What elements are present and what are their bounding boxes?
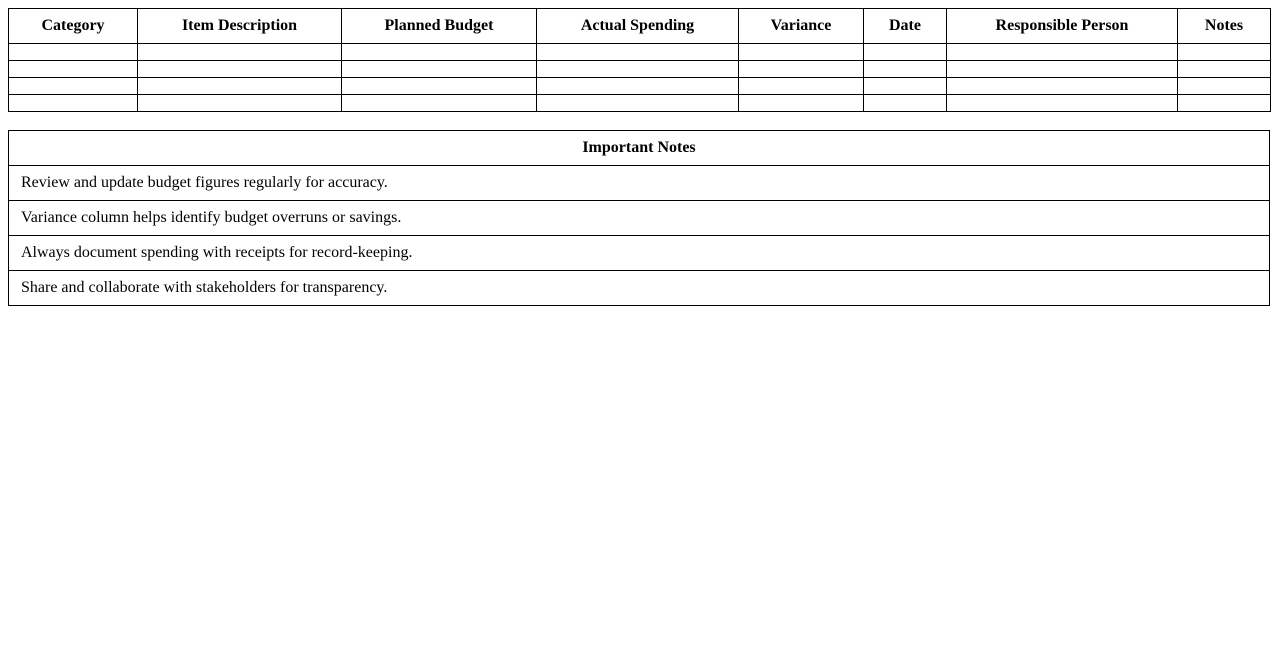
table-cell[interactable] — [537, 78, 739, 95]
column-header-responsible-person: Responsible Person — [947, 9, 1178, 44]
table-row — [9, 44, 1271, 61]
table-cell[interactable] — [1178, 44, 1271, 61]
note-row — [9, 201, 1270, 236]
table-cell[interactable] — [342, 78, 537, 95]
budget-header-row — [9, 9, 1271, 44]
table-cell[interactable] — [739, 61, 864, 78]
table-cell[interactable] — [864, 78, 947, 95]
column-header-item-description: Item Description — [138, 9, 342, 44]
table-row — [9, 95, 1271, 112]
note-row — [9, 236, 1270, 271]
table-cell[interactable] — [138, 44, 342, 61]
table-cell[interactable] — [947, 95, 1178, 112]
note-item: Always document spending with receipts for record-keeping. — [9, 236, 1270, 271]
table-cell[interactable] — [1178, 95, 1271, 112]
note-row — [9, 166, 1270, 201]
table-cell[interactable] — [9, 44, 138, 61]
budget-table — [8, 8, 1271, 112]
table-cell[interactable] — [342, 61, 537, 78]
notes-title: Important Notes — [9, 131, 1270, 166]
table-cell[interactable] — [9, 78, 138, 95]
table-cell[interactable] — [9, 61, 138, 78]
table-cell[interactable] — [947, 44, 1178, 61]
table-cell[interactable] — [1178, 61, 1271, 78]
column-header-date: Date — [864, 9, 947, 44]
table-cell[interactable] — [864, 95, 947, 112]
column-header-planned-budget: Planned Budget — [342, 9, 537, 44]
table-cell[interactable] — [342, 95, 537, 112]
table-cell[interactable] — [537, 95, 739, 112]
column-header-variance: Variance — [739, 9, 864, 44]
table-cell[interactable] — [138, 61, 342, 78]
table-cell[interactable] — [138, 78, 342, 95]
column-header-notes: Notes — [1178, 9, 1271, 44]
note-item: Review and update budget figures regularly for accuracy. — [9, 166, 1270, 201]
table-cell[interactable] — [537, 61, 739, 78]
table-cell[interactable] — [739, 44, 864, 61]
table-cell[interactable] — [864, 61, 947, 78]
table-row — [9, 78, 1271, 95]
note-item: Variance column helps identify budget overruns or savings. — [9, 201, 1270, 236]
table-cell[interactable] — [739, 78, 864, 95]
table-row — [9, 61, 1271, 78]
table-cell[interactable] — [342, 44, 537, 61]
table-cell[interactable] — [864, 44, 947, 61]
table-cell[interactable] — [138, 95, 342, 112]
table-cell[interactable] — [947, 61, 1178, 78]
table-cell[interactable] — [9, 95, 138, 112]
table-cell[interactable] — [947, 78, 1178, 95]
table-cell[interactable] — [537, 44, 739, 61]
note-row — [9, 271, 1270, 306]
important-notes-table — [8, 130, 1270, 306]
table-cell[interactable] — [1178, 78, 1271, 95]
column-header-actual-spending: Actual Spending — [537, 9, 739, 44]
table-cell[interactable] — [739, 95, 864, 112]
column-header-category: Category — [9, 9, 138, 44]
notes-header-row — [9, 131, 1270, 166]
note-item: Share and collaborate with stakeholders for transparency. — [9, 271, 1270, 306]
